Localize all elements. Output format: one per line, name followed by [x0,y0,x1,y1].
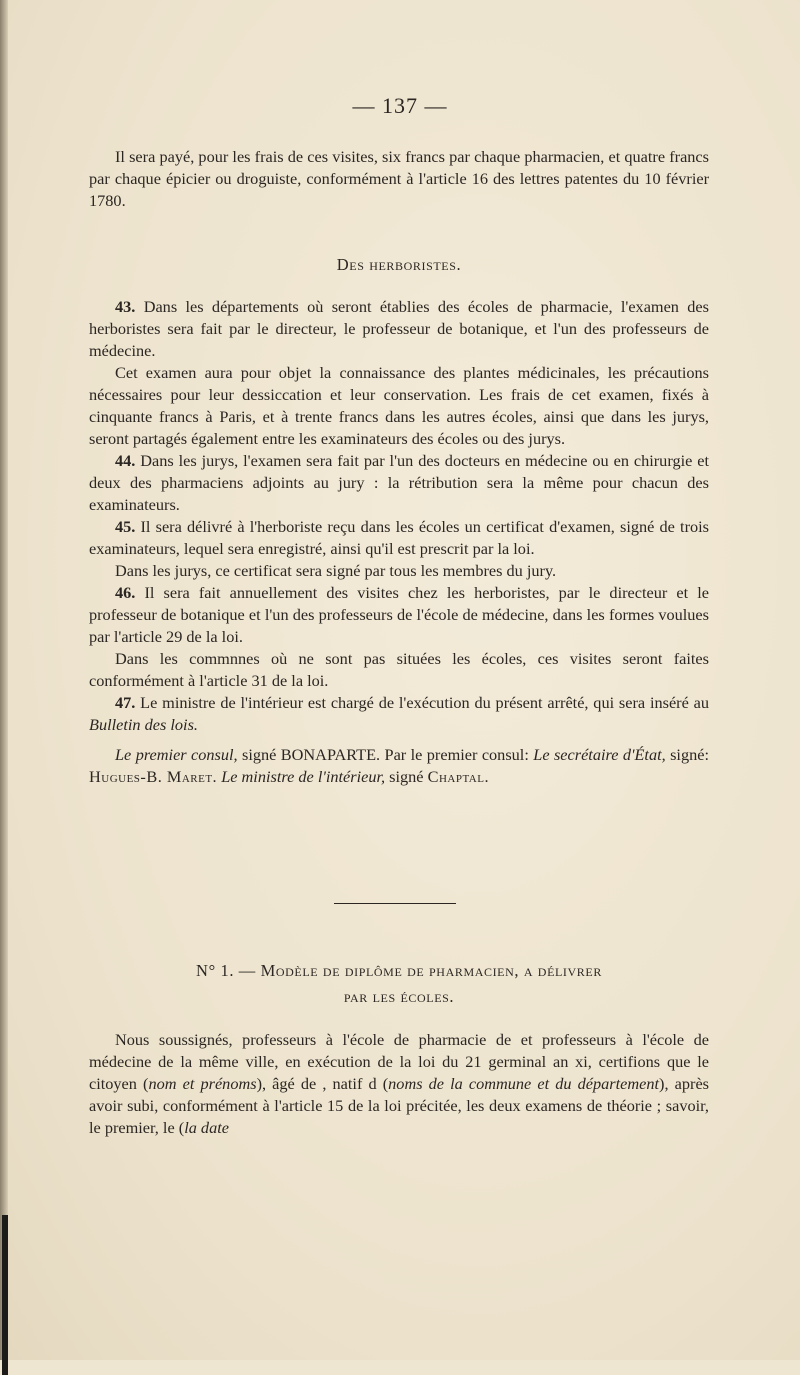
model-placeholder: la date [184,1118,229,1137]
article-47 [89,692,709,736]
article-number: 47. [115,693,136,712]
book-spine [0,0,8,1360]
signature-role: Le ministre de l'intérieur, [221,767,386,786]
article-number: 45. [115,517,136,536]
article-44 [89,450,709,516]
model-text: ), après avoir subi, conformément à l'article 15 de la loi précitée, les deux examens de théorie ; savoir, le premier, le ( [89,1074,710,1137]
signature-text: signé BONAPARTE. Par le premier consul: [237,745,534,764]
section-rule [334,903,456,904]
herboristes-heading-block [89,254,709,276]
signature-text: signé [385,767,428,786]
article-43-paragraph-2: Cet examen aura pour objet la connaissance des plantes médicinales, les précautions nécessaires pour leur dessiccation et leur conservation. Les frais de cet examen, fixés à cinquante francs à Paris, et à trente francs dans les autres écoles, ainsi que dans les jurys, seront partagés également entre les examinateurs des écoles ou des jurys. [89,363,709,448]
model-paragraph [89,1029,709,1139]
signature-name: Chaptal. [427,767,490,786]
article-text: Dans les jurys, l'examen sera fait par l'un des docteurs en médecine ou en chirurgie et deux des pharmaciens adjoints au jury : la rétribution sera la même pour chacun des examinateurs. [89,451,709,514]
signature-role: Le secrétaire d'État, [533,745,666,764]
intro-paragraph: Il sera payé, pour les frais de ces visites, six francs par chaque pharmacien, et quatre francs par chaque épicier ou droguiste, conformément à l'article 16 des lettres patentes du 10 février 1780. [89,147,709,210]
model-heading-line-2: par les écoles. [343,987,455,1006]
signatures [89,744,709,788]
model-block [89,1029,709,1139]
page-number: — 137 — [352,93,448,118]
article-text: Le ministre de l'intérieur est chargé de l'exécution du présent arrêté, qui sera inséré au [135,693,709,712]
binding-mark [2,1215,8,1375]
article-number: 44. [115,451,136,470]
article-45-paragraph-2: Dans les jurys, ce certificat sera signé par tous les membres du jury. [115,561,557,580]
article-text: Il sera fait annuellement des visites chez les herboristes, par le directeur et le professeur de botanique et l'un des professeurs de l'école de médecine, dans les formes voulues par l'article 29 de la loi. [89,583,709,646]
article-text: Il sera délivré à l'herboriste reçu dans les écoles un certificat d'examen, signé de trois examinateurs, lequel sera enregistré, ainsi qu'il est prescrit par la loi. [89,517,709,558]
article-number: 43. [115,297,136,316]
signature-name: Hugues-B. Maret. [89,767,218,786]
model-heading-block [89,960,709,1008]
model-text: Nous soussignés, professeurs à l'école de pharmacie de et professeurs à l'école de médecine de la même ville, en exécution de la loi du 21 germinal an xi, certifions que le citoyen ( [89,1030,709,1093]
model-placeholder: noms de la commune et du département [388,1074,660,1093]
model-text: ), âgé de , natif d ( [256,1074,389,1093]
article-45 [89,516,709,560]
section-heading: Des herboristes. [336,255,462,274]
article-number: 46. [115,583,136,602]
intro-block [89,146,709,212]
bulletin-title: Bulletin des lois. [89,715,198,734]
article-text: Dans les départements où seront établies des écoles de pharmacie, l'examen des herboristes sera fait par le directeur, le professeur de botanique, et l'un des professeurs de médecine. [89,297,709,360]
model-heading-line-1: N° 1. — Modèle de diplôme de pharmacien, a délivrer [196,961,602,980]
signature-role: Le premier consul, [115,745,238,764]
articles-block [89,296,709,788]
model-placeholder: nom et prénoms [148,1074,257,1093]
article-46 [89,582,709,648]
article-46-paragraph-2: Dans les commnnes où ne sont pas situées les écoles, ces visites seront faites conformément à l'article 31 de la loi. [89,649,709,690]
signature-text: signé: [665,745,709,764]
article-43 [89,296,709,362]
